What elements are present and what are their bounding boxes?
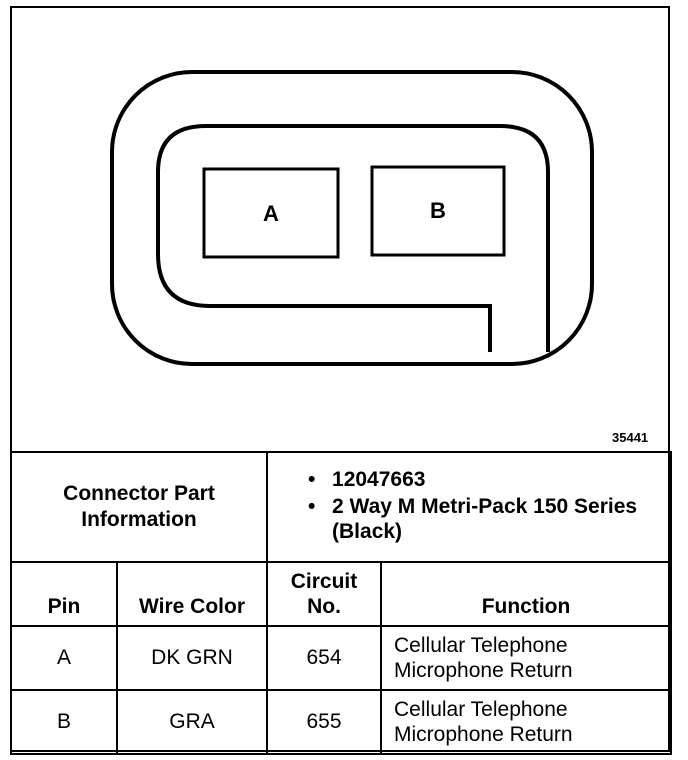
header-row (11, 562, 671, 626)
row-b-circuit: 655 (267, 690, 381, 754)
part-info-label: Connector Part Information (11, 452, 267, 562)
header-pin: Pin (11, 562, 117, 626)
connector-inner-channel (158, 126, 548, 352)
header-wire-color: Wire Color (117, 562, 267, 626)
row-a-circuit: 654 (267, 626, 381, 690)
part-info-row (11, 452, 671, 562)
connector-type: • 2 Way M Metri-Pack 150 Series (Black) (308, 494, 670, 544)
figure-number: 35441 (612, 430, 649, 445)
part-info-list (267, 452, 671, 562)
row-b-wire-color: GRA (117, 690, 267, 754)
pinout-table (10, 451, 672, 755)
row-a-wire-color: DK GRN (117, 626, 267, 690)
cavity-b-label: B (430, 198, 446, 223)
header-function: Function (381, 562, 671, 626)
table-row (11, 626, 671, 690)
connector-outer-shell (112, 72, 592, 364)
row-b-function: Cellular Telephone Microphone Return (381, 690, 671, 754)
row-a-function: Cellular Telephone Microphone Return (381, 626, 671, 690)
row-b-pin: B (11, 690, 117, 754)
row-a-pin: A (11, 626, 117, 690)
table-row (11, 690, 671, 754)
header-circuit: Circuit No. (267, 562, 381, 626)
cavity-a-label: A (263, 201, 279, 226)
part-number: • 12047663 (308, 467, 670, 492)
